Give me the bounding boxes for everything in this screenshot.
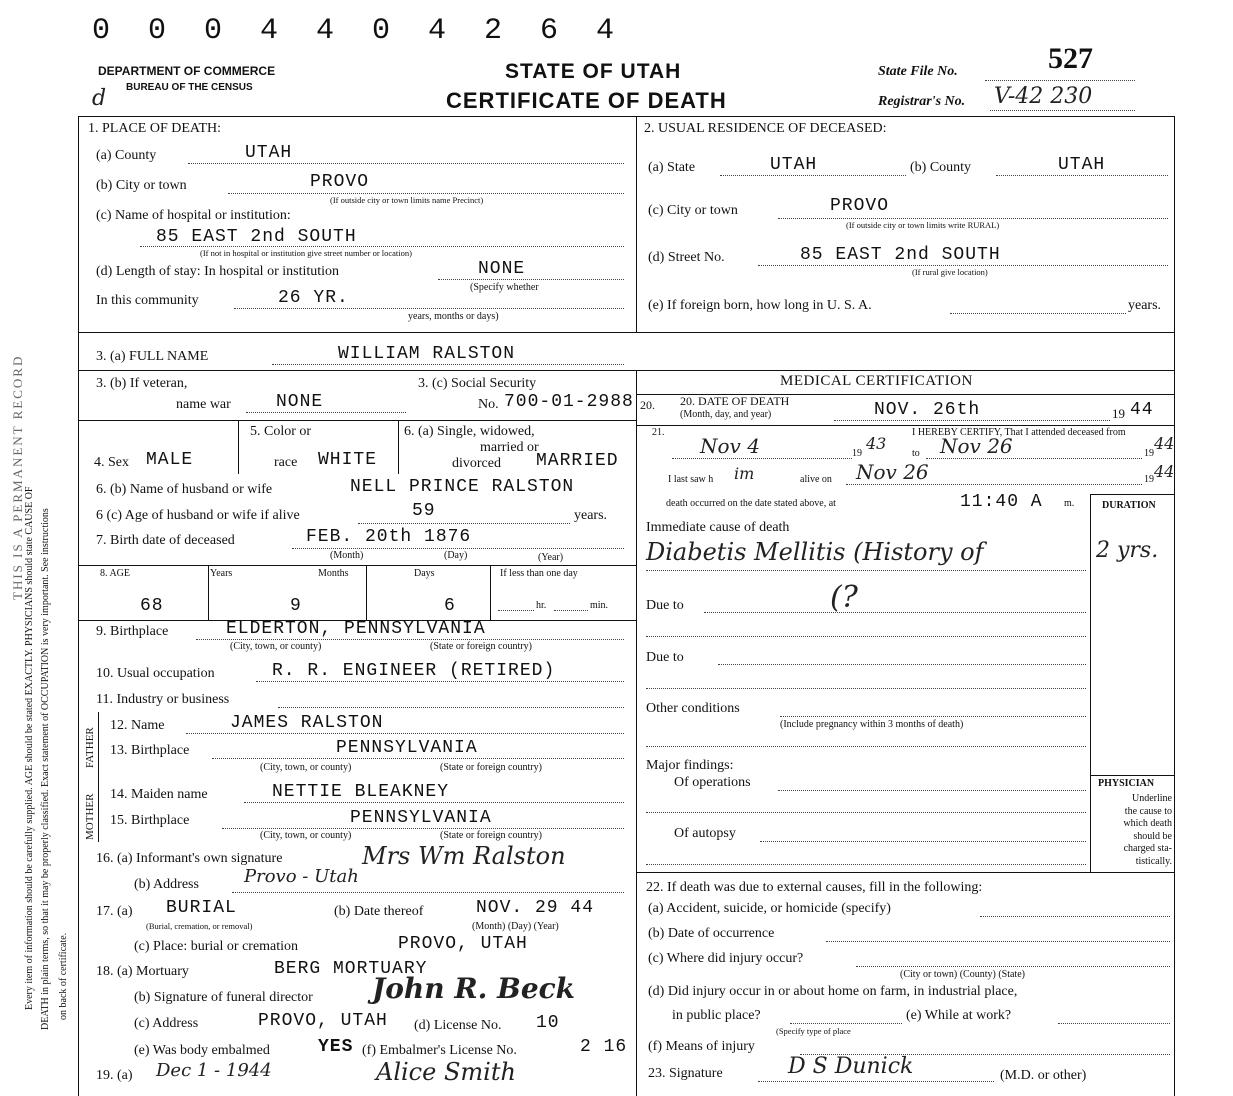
bureau-label: BUREAU OF THE CENSUS xyxy=(126,82,253,93)
lastsaw-him: im xyxy=(734,464,755,483)
attended-from: Nov 4 xyxy=(700,434,760,458)
filed-label: 19. (a) xyxy=(96,1068,133,1083)
side-instruction-3: on back of certificate. xyxy=(58,932,69,1020)
due-to-1-label: Due to xyxy=(646,598,684,613)
immediate-cause-label: Immediate cause of death xyxy=(646,520,790,535)
license-value: 10 xyxy=(536,1013,560,1033)
external-c-note: (City or town) (County) (State) xyxy=(900,969,1025,980)
from-year: 43 xyxy=(866,434,887,453)
external-f-label: (f) Means of injury xyxy=(648,1039,755,1054)
birthplace-note-1: (City, town, or county) xyxy=(230,641,322,652)
director-signature: John R. Beck xyxy=(372,972,576,1005)
hospital-label: (c) Name of hospital or institution: xyxy=(96,208,291,223)
informant-signature: Mrs Wm Ralston xyxy=(362,842,566,870)
age-hr-label: hr. xyxy=(536,600,547,611)
embalmer-license-label: (f) Embalmer's License No. xyxy=(362,1043,517,1058)
alive-on-label: alive on xyxy=(800,474,832,485)
spouse-age-value: 59 xyxy=(412,501,436,521)
lastsaw-label: I last saw h xyxy=(668,474,714,485)
death-city-label: (b) City or town xyxy=(96,178,187,193)
sex-value: MALE xyxy=(146,450,194,470)
birth-day-note: (Day) xyxy=(444,550,468,561)
dod-label: 20. DATE OF DEATH xyxy=(680,394,790,408)
death-time: 11:40 A xyxy=(960,492,1043,512)
race-label: race xyxy=(274,455,298,470)
dod-note: (Month, day, and year) xyxy=(680,409,772,420)
hospital-value: 85 EAST 2nd SOUTH xyxy=(156,227,357,247)
of-autopsy-label: Of autopsy xyxy=(674,826,736,841)
marital-label-1: 6. (a) Single, widowed, xyxy=(404,424,535,439)
father-name-label: 12. Name xyxy=(110,718,165,733)
war-value: NONE xyxy=(276,392,324,412)
informant-address: Provo - Utah xyxy=(244,866,359,887)
physician-box-title: PHYSICIAN xyxy=(1098,778,1155,789)
father-bp-label: 13. Birthplace xyxy=(110,743,190,758)
res-street-note: (If rural give location) xyxy=(912,267,988,277)
res-city-note: (If outside city or town limits write RURAL) xyxy=(846,220,1000,230)
side-instruction-2: DEATH in plain terms, so that it may be properly classified. Exact statement of OCCUPATION is very important. See instructions xyxy=(40,508,51,1030)
external-d-label: (d) Did injury occur in or about home on farm, in industrial place, xyxy=(648,984,1018,999)
margin-mark: d xyxy=(92,86,107,111)
industry-label: 11. Industry or business xyxy=(96,692,230,707)
from-year-prefix: 19 xyxy=(852,448,862,459)
father-name-value: JAMES RALSTON xyxy=(230,713,384,733)
death-occ-label: death occurred on the date stated above, at xyxy=(666,498,836,509)
age-years-value: 68 xyxy=(140,596,164,616)
burial-date-label: (b) Date thereof xyxy=(334,904,424,919)
death-county-value: UTAH xyxy=(245,143,293,163)
mortuary-value: BERG MORTUARY xyxy=(274,959,428,979)
ssn-no-label: No. xyxy=(478,397,499,412)
community-value: 26 YR. xyxy=(278,288,349,308)
physician-line-3: which death xyxy=(1123,818,1172,829)
father-bp-value: PENNSYLVANIA xyxy=(336,738,478,758)
age-days-value: 6 xyxy=(444,596,456,616)
birthplace-label: 9. Birthplace xyxy=(96,624,169,639)
external-d2-note: (Specify type of place xyxy=(776,1026,851,1036)
due-to-1-value: (? xyxy=(830,580,858,615)
cert-text: I HEREBY CERTIFY, That I attended deceased from xyxy=(912,427,1126,438)
ssn-label: 3. (c) Social Security xyxy=(418,376,537,391)
mother-side-label: MOTHER xyxy=(84,793,96,840)
stay-label: (d) Length of stay: In hospital or institution xyxy=(96,264,340,279)
res-county-label: (b) County xyxy=(910,160,972,175)
stay-note: (Specify whether xyxy=(470,282,539,293)
war-label: name war xyxy=(176,397,231,412)
medical-heading: MEDICAL CERTIFICATION xyxy=(780,373,973,389)
external-b-label: (b) Date of occurrence xyxy=(648,926,775,941)
birth-year-note: (Year) xyxy=(538,552,564,563)
mortuary-address-value: PROVO, UTAH xyxy=(258,1011,388,1031)
death-county-label: (a) County xyxy=(96,148,157,163)
res-state-value: UTAH xyxy=(770,155,818,175)
stay-value: NONE xyxy=(478,259,526,279)
residence-heading: 2. USUAL RESIDENCE OF DECEASED: xyxy=(644,121,887,136)
other-conditions-note: (Include pregnancy within 3 months of death) xyxy=(780,719,964,730)
full-name-label: 3. (a) FULL NAME xyxy=(96,349,209,364)
duration-heading: DURATION xyxy=(1102,500,1156,511)
physician-signature: D S Dunick xyxy=(788,1054,914,1079)
dod-year: 44 xyxy=(1130,400,1154,420)
state-file-value: 527 xyxy=(1048,42,1093,75)
signature-label: 23. Signature xyxy=(648,1066,723,1081)
external-a-label: (a) Accident, suicide, or homicide (specify) xyxy=(648,901,891,916)
birthplace-note-2: (State or foreign country) xyxy=(430,641,532,652)
sex-label: 4. Sex xyxy=(94,455,129,470)
death-city-value: PROVO xyxy=(310,172,370,192)
informant-label: 16. (a) Informant's own signature xyxy=(96,851,283,866)
side-permanent-record: THIS IS A PERMANENT RECORD xyxy=(10,354,25,600)
age-months-value: 9 xyxy=(290,596,302,616)
spouse-age-suffix: years. xyxy=(574,508,608,523)
burial-value: BURIAL xyxy=(166,898,237,918)
res-city-value: PROVO xyxy=(830,196,890,216)
spouse-value: NELL PRINCE RALSTON xyxy=(350,477,575,497)
age-lessday-label: If less than one day xyxy=(500,568,578,579)
due-to-2-label: Due to xyxy=(646,650,684,665)
external-heading: 22. If death was due to external causes, fill in the following: xyxy=(646,880,983,895)
father-bp-note-1: (City, town, or county) xyxy=(260,762,352,773)
filed-value: Dec 1 - 1944 xyxy=(156,1060,272,1081)
res-street-value: 85 EAST 2nd SOUTH xyxy=(800,245,1001,265)
major-findings-label: Major findings: xyxy=(646,758,734,773)
age-days-label: Days xyxy=(414,568,435,579)
age-years-label: Years xyxy=(210,568,233,579)
cert-num: 21. xyxy=(652,427,665,438)
serial-number: 0 0 0 4 4 0 4 2 6 4 xyxy=(92,14,625,48)
burial-place-value: PROVO, UTAH xyxy=(398,934,528,954)
birthplace-value: ELDERTON, PENNSYLVANIA xyxy=(226,619,486,639)
lastsaw-year-prefix: 19 xyxy=(1144,474,1154,485)
marital-value: MARRIED xyxy=(536,451,619,471)
death-time-suffix: m. xyxy=(1064,498,1075,509)
state-file-label: State File No. xyxy=(878,64,958,79)
father-side-label: FATHER xyxy=(84,727,96,768)
embalmed-value: YES xyxy=(318,1037,354,1057)
embalmer-license-value: 2 16 xyxy=(580,1037,628,1057)
page-title: CERTIFICATE OF DEATH xyxy=(446,88,727,113)
license-label: (d) License No. xyxy=(414,1018,502,1033)
lastsaw-year: 44 xyxy=(1154,462,1175,481)
age-label: 8. AGE xyxy=(100,568,130,579)
to-year-prefix: 19 xyxy=(1144,448,1154,459)
to-label: to xyxy=(912,448,920,459)
embalmed-label: (e) Was body embalmed xyxy=(134,1043,270,1058)
registrar-value: V-42 230 xyxy=(994,84,1093,109)
dod-value: NOV. 26th xyxy=(874,400,981,420)
physician-line-5: charged sta- xyxy=(1123,843,1172,854)
community-label: In this community xyxy=(96,293,199,308)
mother-name-value: NETTIE BLEAKNEY xyxy=(272,782,450,802)
state-heading: STATE OF UTAH xyxy=(505,60,682,83)
of-operations-label: Of operations xyxy=(674,775,751,790)
physician-line-4: should be xyxy=(1133,830,1172,842)
mother-name-label: 14. Maiden name xyxy=(110,787,208,802)
res-state-label: (a) State xyxy=(648,160,696,175)
to-year: 44 xyxy=(1154,434,1175,453)
director-label: (b) Signature of funeral director xyxy=(134,990,313,1005)
death-city-note: (If outside city or town limits name Precinct) xyxy=(330,195,484,205)
birth-date-label: 7. Birth date of deceased xyxy=(96,533,235,548)
community-note: years, months or days) xyxy=(408,311,499,322)
side-instruction-1: Every item of information should be carefully supplied. AGE should be stated EXACTLY. PHYSICIANS should state CAUSE OF xyxy=(24,486,35,1010)
burial-date-value: NOV. 29 44 xyxy=(476,898,595,918)
burial-num-label: 17. (a) xyxy=(96,904,133,919)
veteran-label: 3. (b) If veteran, xyxy=(96,376,188,391)
hospital-note: (If not in hospital or institution give street number or location) xyxy=(200,248,412,258)
foreign-label: (e) If foreign born, how long in U. S. A. xyxy=(648,298,872,313)
mortuary-label: 18. (a) Mortuary xyxy=(96,964,189,979)
dept-label: DEPARTMENT OF COMMERCE xyxy=(98,64,276,78)
marital-label-3: divorced xyxy=(452,456,501,471)
informant-address-label: (b) Address xyxy=(134,877,199,892)
burial-note: (Burial, cremation, or removal) xyxy=(146,921,253,931)
external-d2-label: in public place? xyxy=(672,1008,761,1023)
burial-place-label: (c) Place: burial or cremation xyxy=(134,939,299,954)
ssn-value: 700-01-2988 xyxy=(504,392,634,412)
spouse-label: 6. (b) Name of husband or wife xyxy=(96,482,273,497)
birth-month-note: (Month) xyxy=(330,550,364,561)
occupation-label: 10. Usual occupation xyxy=(96,666,215,681)
burial-date-note: (Month) (Day) (Year) xyxy=(472,921,559,932)
father-bp-note-2: (State or foreign country) xyxy=(440,762,542,773)
registrar-signature: Alice Smith xyxy=(376,1058,516,1086)
age-months-label: Months xyxy=(318,568,349,579)
mother-bp-label: 15. Birthplace xyxy=(110,813,190,828)
res-street-label: (d) Street No. xyxy=(648,250,725,265)
mother-bp-value: PENNSYLVANIA xyxy=(350,808,492,828)
mother-bp-note-1: (City, town, or county) xyxy=(260,830,352,841)
spouse-age-label: 6 (c) Age of husband or wife if alive xyxy=(96,508,300,523)
color-label: 5. Color or xyxy=(250,424,312,439)
physician-box-text xyxy=(1112,793,1172,868)
duration-value: 2 yrs. xyxy=(1096,538,1159,563)
registrar-label: Registrar's No. xyxy=(878,94,966,109)
mother-bp-note-2: (State or foreign country) xyxy=(440,830,542,841)
age-min-label: min. xyxy=(590,600,609,611)
physician-line-6: tistically. xyxy=(1135,855,1172,867)
foreign-suffix: years. xyxy=(1128,298,1162,313)
occupation-value: R. R. ENGINEER (RETIRED) xyxy=(272,661,556,681)
res-county-value: UTAH xyxy=(1058,155,1106,175)
external-c-label: (c) Where did injury occur? xyxy=(648,951,804,966)
physician-line-2: the cause to xyxy=(1124,805,1172,817)
other-conditions-label: Other conditions xyxy=(646,701,740,716)
physician-line-1: Underline xyxy=(1132,793,1172,804)
attended-to: Nov 26 xyxy=(940,434,1013,458)
lastsaw-value: Nov 26 xyxy=(856,460,929,484)
marital-label-2: married or xyxy=(480,440,539,455)
place-of-death-heading: 1. PLACE OF DEATH: xyxy=(88,121,222,136)
full-name-value: WILLIAM RALSTON xyxy=(338,344,516,364)
mortuary-address-label: (c) Address xyxy=(134,1016,199,1031)
immediate-cause-value: Diabetis Mellitis (History of xyxy=(646,538,984,566)
dod-num: 20. xyxy=(640,398,655,412)
external-e-label: (e) While at work? xyxy=(906,1008,1012,1023)
dod-year-prefix: 19 xyxy=(1112,406,1125,421)
birth-date-value: FEB. 20th 1876 xyxy=(306,527,472,547)
md-label: (M.D. or other) xyxy=(1000,1068,1087,1083)
res-city-label: (c) City or town xyxy=(648,203,738,218)
race-value: WHITE xyxy=(318,450,378,470)
